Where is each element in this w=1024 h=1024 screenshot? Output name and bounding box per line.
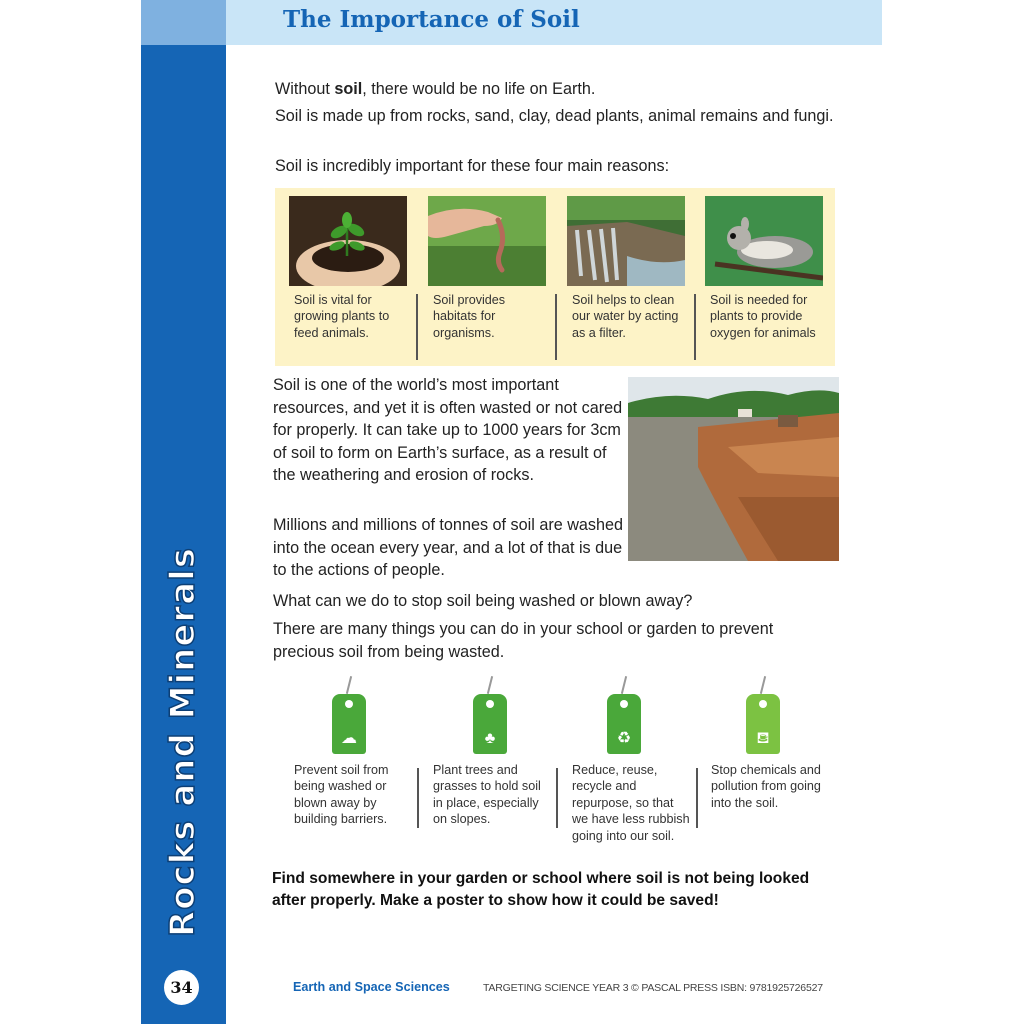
- intro-line-2: Soil is made up from rocks, sand, clay, dead plants, animal remains and fungi.: [275, 107, 834, 125]
- divider: [696, 768, 698, 828]
- divider: [416, 294, 418, 360]
- tree-icon: ♣: [473, 690, 507, 754]
- reason-caption: Soil is vital for growing plants to feed animals.: [294, 293, 390, 340]
- action-caption: Reduce, reuse, recycle and repurpose, so that we have less rubbish going into our soil.: [572, 763, 690, 843]
- section-title: Rocks and Minerals: [163, 546, 203, 938]
- reason-card: [705, 196, 827, 340]
- recycle-icon: ♻: [607, 690, 641, 754]
- reason-caption: Soil is needed for plants to provide oxygen for animals: [710, 293, 816, 340]
- wind-barrier-icon: ☁: [332, 690, 366, 754]
- divider: [555, 294, 557, 360]
- reasons-panel: [275, 188, 835, 366]
- seedling-in-hands-photo: [289, 196, 407, 286]
- intro-line-1: Without soil, there would be no life on Earth.: [275, 80, 596, 98]
- action-caption: Stop chemicals and pollution from going into the soil.: [711, 763, 821, 810]
- action-caption: Prevent soil from being washed or blown away by building barriers.: [294, 763, 389, 827]
- reason-caption: Soil provides habitats for organisms.: [433, 293, 506, 340]
- reason-card: [567, 196, 689, 340]
- footer-subject: Earth and Space Sciences: [293, 980, 450, 994]
- page-title: The Importance of Soil: [283, 6, 580, 33]
- page-number: 34: [164, 970, 199, 1005]
- body-question: What can we do to stop soil being washed or blown away?: [273, 592, 693, 610]
- footer-credit: TARGETING SCIENCE YEAR 3 © PASCAL PRESS ISBN: 9781925726527: [483, 982, 823, 994]
- intro-line-3: Soil is incredibly important for these four main reasons:: [275, 157, 670, 175]
- reason-caption: Soil helps to clean our water by acting as a filter.: [572, 293, 679, 340]
- divider: [417, 768, 419, 828]
- keyword-soil: soil: [334, 80, 363, 98]
- body-paragraph-1: Soil is one of the world’s most important resources, and yet it is often wasted or not cared for properly. It can take up to 1000 years for 3cm of soil to form on Earth’s surface, as a result of the weathering and erosion of rocks.: [273, 376, 623, 484]
- reason-card: [428, 196, 550, 340]
- water-filter-photo: [567, 196, 685, 286]
- body-paragraph-2: Millions and millions of tonnes of soil are washed into the ocean every year, and a lot of that is due to the actions of people.: [273, 516, 624, 579]
- eroded-riverbank-photo: [628, 377, 839, 561]
- divider: [694, 294, 696, 360]
- body-paragraph-3: There are many things you can do in your school or garden to prevent precious soil from being wasted.: [273, 620, 774, 661]
- sugar-glider-photo: [705, 196, 823, 286]
- call-to-action: Find somewhere in your garden or school where soil is not being looked after properly. Make a poster to show how it could be saved!: [272, 870, 810, 909]
- action-caption: Plant trees and grasses to hold soil in place, especially on slopes.: [433, 763, 541, 827]
- earthworm-photo: [428, 196, 546, 286]
- reason-card: [289, 196, 411, 340]
- divider: [556, 768, 558, 828]
- sidebar-top-block: [141, 0, 226, 45]
- watering-can-icon: ⛾: [746, 690, 780, 754]
